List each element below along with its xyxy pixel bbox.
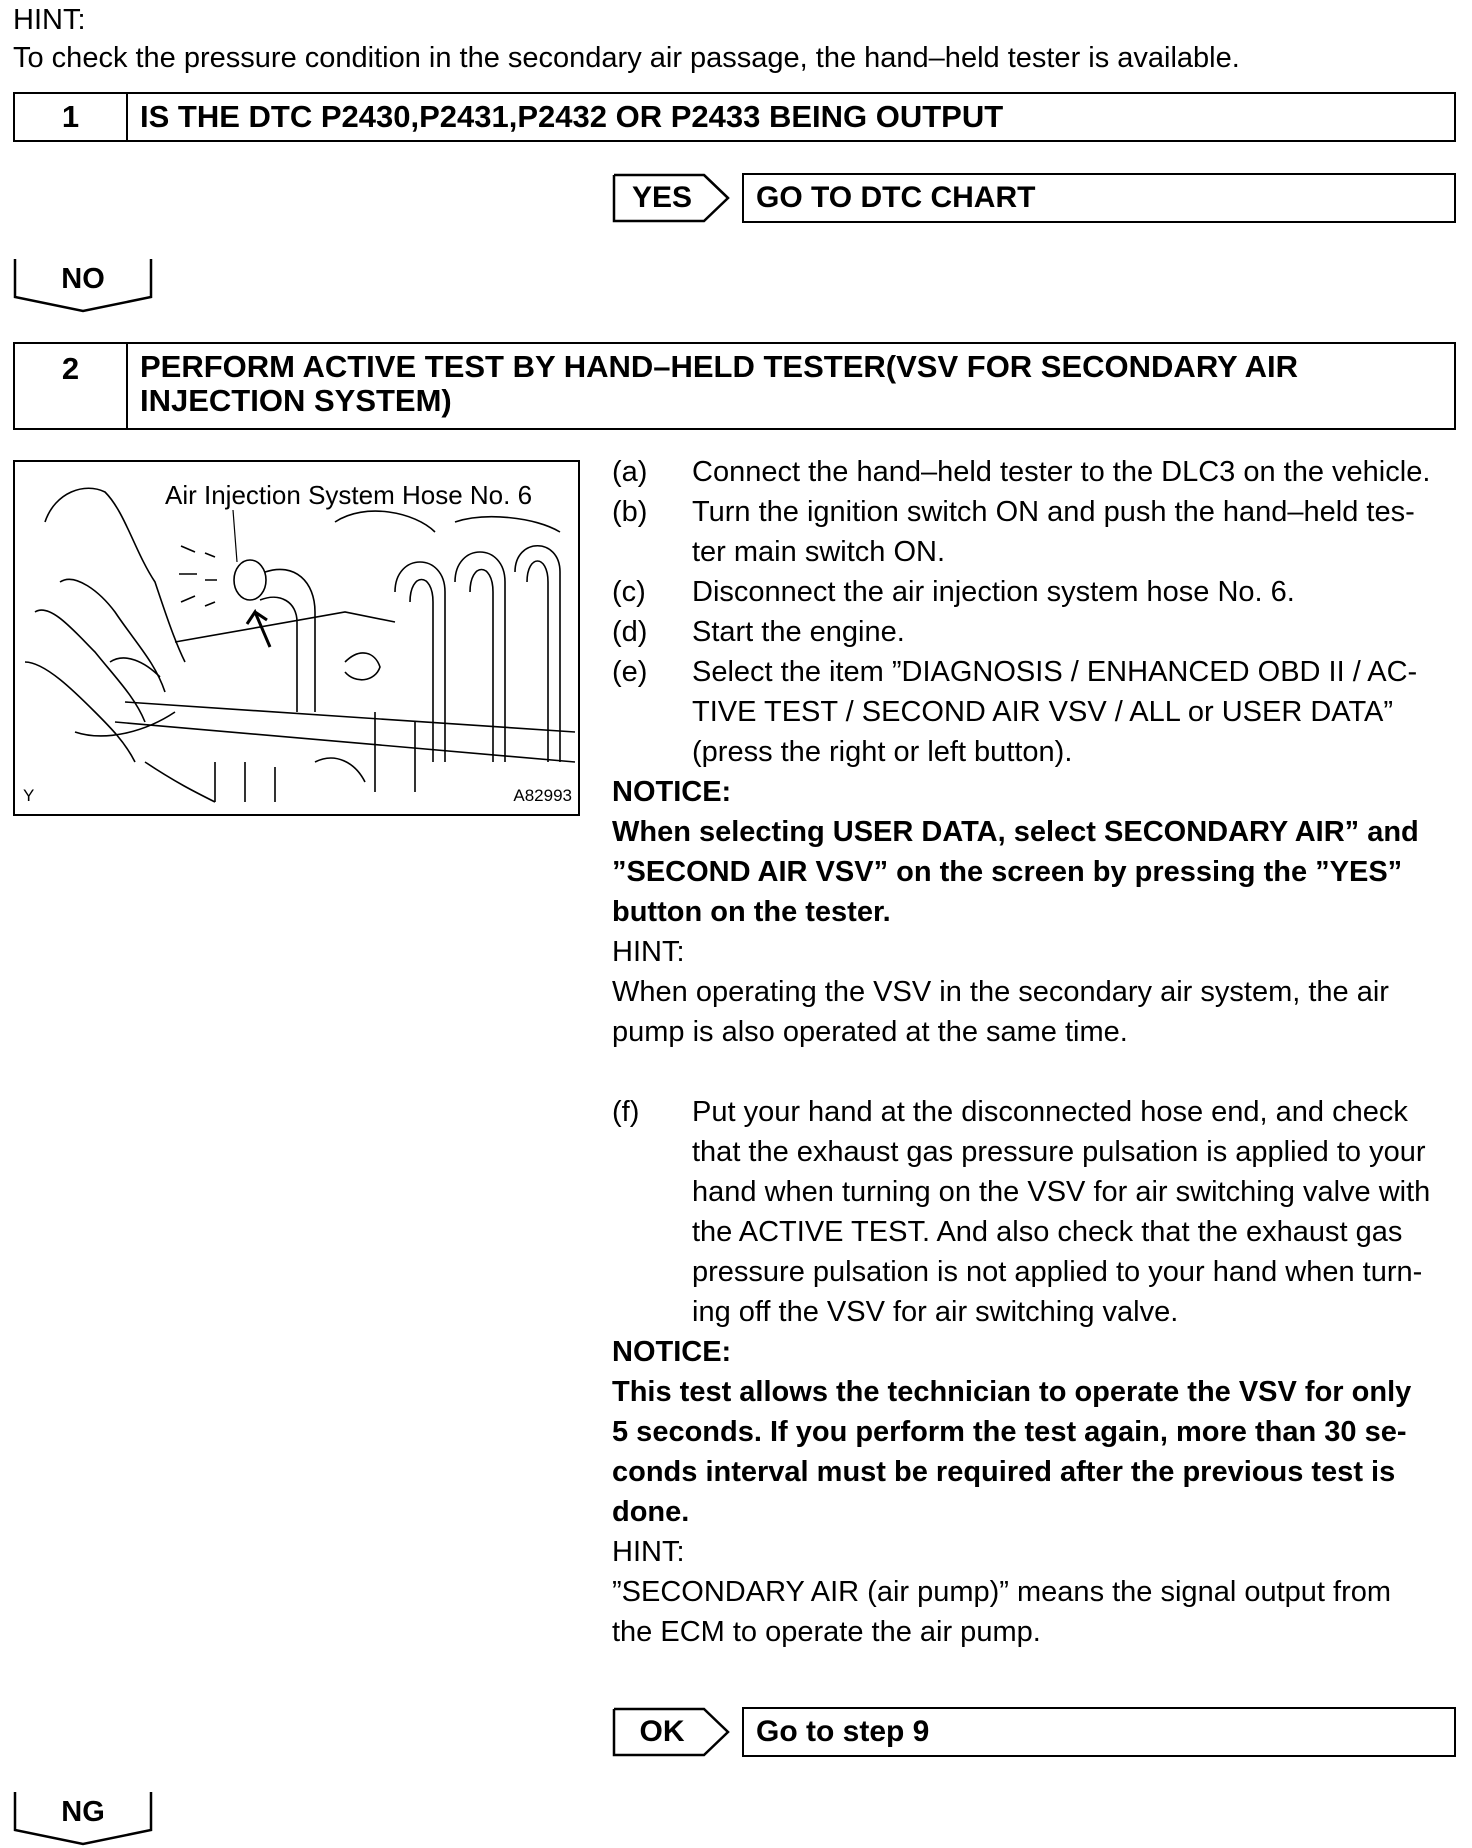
hint-line: When operating the VSV in the secondary air system, the air — [612, 976, 1389, 1008]
engine-illustration — [13, 460, 580, 816]
item-text — [692, 1092, 1460, 1332]
notice-line: conds interval must be required after the previous test is — [612, 1456, 1396, 1488]
no-label: NO — [61, 263, 105, 295]
list-item — [612, 492, 1460, 572]
figure-caption: Air Injection System Hose No. 6 — [165, 480, 533, 510]
step-number: 2 — [15, 344, 128, 428]
yes-result: GO TO DTC CHART — [742, 173, 1456, 223]
item-line: hand when turning on the VSV for air switching valve with — [692, 1176, 1431, 1208]
ok-arrow — [612, 1707, 732, 1757]
hint-label: HINT: — [13, 4, 86, 36]
list-item — [612, 612, 1460, 652]
notice-block — [612, 1332, 1460, 1532]
list-item — [612, 452, 1460, 492]
item-label: (a) — [612, 456, 648, 488]
item-text — [692, 492, 1460, 572]
list-item — [612, 572, 1460, 612]
item-line: pressure pulsation is not applied to your hand when turn- — [692, 1256, 1423, 1288]
hint-label: HINT: — [612, 1536, 685, 1568]
yes-label: YES — [631, 181, 693, 214]
figure-code: A82993 — [513, 786, 572, 805]
notice-line: This test allows the technician to operate the VSV for only — [612, 1376, 1412, 1408]
step-number: 1 — [15, 94, 128, 140]
step-title — [128, 344, 1454, 428]
item-label: (f) — [612, 1096, 640, 1128]
item-line: ing off the VSV for air switching valve. — [692, 1296, 1179, 1328]
engine-drawing — [15, 462, 580, 816]
step-2-header — [13, 342, 1456, 430]
step-1-header — [13, 92, 1456, 142]
ok-label: OK — [639, 1715, 685, 1748]
item-label: (b) — [612, 496, 648, 528]
item-line: TIVE TEST / SECOND AIR VSV / ALL or USER DATA” — [692, 696, 1394, 728]
hint-line: ”SECONDARY AIR (air pump)” means the signal output from — [612, 1576, 1392, 1608]
hint-text: To check the pressure condition in the secondary air passage, the hand–held tester is available. — [13, 42, 1240, 74]
item-label: (e) — [612, 656, 648, 688]
notice-label: NOTICE: — [612, 1336, 732, 1368]
no-tab — [13, 257, 153, 313]
notice-line: done. — [612, 1496, 690, 1528]
item-line: Put your hand at the disconnected hose end, and check — [692, 1096, 1408, 1128]
item-line: Turn the ignition switch ON and push the hand–held tes- — [692, 496, 1415, 528]
notice-line: 5 seconds. If you perform the test again, more than 30 se- — [612, 1416, 1407, 1448]
notice-block — [612, 772, 1460, 932]
notice-label: NOTICE: — [612, 776, 732, 808]
notice-line: ”SECOND AIR VSV” on the screen by pressing the ”YES” — [612, 856, 1403, 888]
figure-corner-letter: Y — [23, 786, 35, 805]
item-line: Connect the hand–held tester to the DLC3 on the vehicle. — [692, 456, 1431, 488]
step-title-line2: INJECTION SYSTEM) — [140, 383, 452, 418]
hint-label: HINT: — [612, 936, 685, 968]
item-line: Select the item ”DIAGNOSIS / ENHANCED OBD II / AC- — [692, 656, 1418, 688]
item-text — [692, 652, 1460, 772]
hint-block — [612, 1532, 1460, 1652]
yes-result-row — [612, 173, 1456, 223]
list-item — [612, 1092, 1460, 1332]
item-label: (c) — [612, 576, 646, 608]
ng-tab — [13, 1790, 153, 1846]
item-line: Start the engine. — [692, 616, 905, 648]
yes-arrow — [612, 173, 732, 223]
item-line: (press the right or left button). — [692, 736, 1073, 768]
notice-line: When selecting USER DATA, select SECONDARY AIR” and — [612, 816, 1419, 848]
item-line: the ACTIVE TEST. And also check that the exhaust gas — [692, 1216, 1403, 1248]
item-line: ter main switch ON. — [692, 536, 945, 568]
hint-block — [612, 932, 1460, 1052]
hint-line: the ECM to operate the air pump. — [612, 1616, 1041, 1648]
item-label: (d) — [612, 616, 648, 648]
item-text — [692, 452, 1460, 492]
item-text — [692, 612, 1460, 652]
step-title-line1: PERFORM ACTIVE TEST BY HAND–HELD TESTER(VSV FOR SECONDARY AIR — [140, 349, 1299, 384]
notice-line: button on the tester. — [612, 896, 891, 928]
item-line: Disconnect the air injection system hose No. 6. — [692, 576, 1295, 608]
item-line: that the exhaust gas pressure pulsation is applied to your — [692, 1136, 1426, 1168]
hint-line: pump is also operated at the same time. — [612, 1016, 1128, 1048]
ok-result-row — [612, 1707, 1456, 1757]
item-text — [692, 572, 1460, 612]
list-item — [612, 652, 1460, 772]
ok-result: Go to step 9 — [742, 1707, 1456, 1757]
ng-label: NG — [61, 1796, 105, 1828]
step-title: IS THE DTC P2430,P2431,P2432 OR P2433 BEING OUTPUT — [140, 99, 1004, 134]
